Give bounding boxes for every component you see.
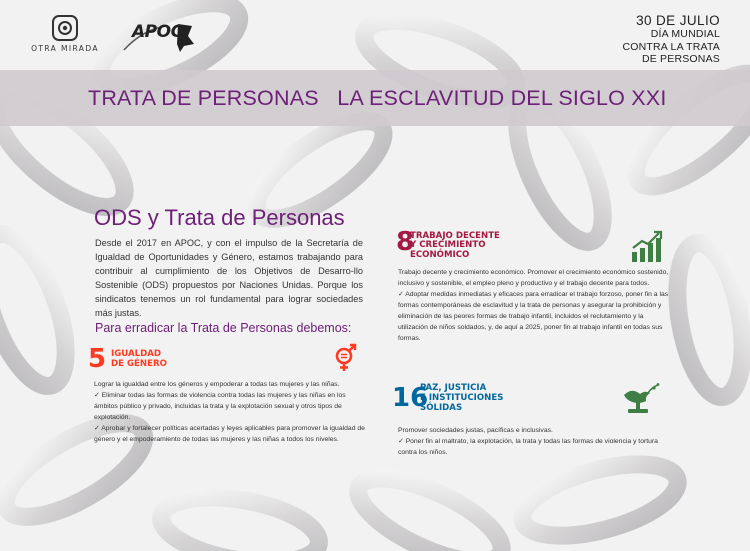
eye-logo-icon (50, 14, 80, 42)
sdg16-number: 16 (392, 383, 429, 413)
gender-equality-icon (332, 343, 358, 373)
sdg16-paragraph-2: ✓ Poner fin al maltrato, la explotación, la trata y todas las formas de violencia y tortura contra los niños. (398, 438, 658, 456)
apoc-logo (122, 20, 202, 54)
event-line-3: DE PERSONAS (641, 53, 720, 65)
page-title: TRATA DE PERSONAS LA ESCLAVITUD DEL SIGLO XXI (88, 86, 667, 110)
sdg5-paragraph-2: ✓ Eliminar todas las formas de violencia contra todas las mujeres y las niñas en los ámbitos público y privado, incluidas la trata y la explotación sexual y otros tipos de explotación. (94, 392, 346, 421)
intro-text: Desde el 2017 en APOC, y con el impulso de la Secretaría de Igualdad de Oportunidades y Género, estamos trabajando para contribuir al cumplimiento de los Objetivos de Desarro-llo Sostenible (ODS) propuestos por Naciones Unidas. Porque los sindicatos tenemos un rol fundamental para lograr sociedades más justas. (95, 238, 363, 318)
sdg8-number: 8 (396, 227, 415, 257)
intro-paragraph (95, 236, 363, 320)
event-line-1: DÍA MUNDIAL (650, 28, 720, 40)
event-line-2: CONTRA LA TRATA (622, 40, 720, 53)
sdg8-paragraph-2: ✓ Adoptar medidas inmediatas y eficaces para erradicar el trabajo forzoso, poner fin a las formas contemporáneas de esclavitud y la trata de personas y asegurar la prohibición y eliminación de las peores formas de trabajo infantil, incluidos el reclutamiento y la utilización de niños soldados, y, de aquí a 2025, poner fin al trabajo infantil en todas sus formas. (398, 291, 669, 342)
sdg16-label-line-3: SÓLIDAS (420, 402, 463, 413)
logo-left-text: OTRA MIRADA (31, 44, 99, 53)
otra-mirada-logo (20, 12, 110, 57)
sdg16-text (398, 425, 676, 458)
sdg5-label-line-2: DE GÉNERO (111, 359, 167, 369)
sdg8-label-line-3: ECONÓMICO (410, 249, 470, 260)
sdg16-paragraph-1: Promover sociedades justas, pacíficas e inclusivas. (398, 427, 553, 434)
sdg16-label-line-2: E INSTITUCIONES (420, 392, 504, 403)
sdg5-number: 5 (88, 344, 107, 374)
section-subheading: Para erradicar la Trata de Personas debemos: (95, 321, 352, 335)
sdg8-text (398, 267, 670, 344)
sdg5-label (111, 349, 167, 369)
sdg5-text (94, 379, 366, 445)
sdg8-label-line-1: TRABAJO DECENTE (410, 231, 500, 241)
date-block (622, 13, 720, 66)
sdg16-label (420, 384, 503, 413)
sdg5-paragraph-1: Lograr la igualdad entre los géneros y empoderar a todas las mujeres y las niñas. (94, 381, 340, 388)
ods-heading: ODS y Trata de Personas (94, 205, 345, 230)
sdg8-label-line-2: Y CRECIMIENTO (410, 240, 486, 251)
sdg5-label-line-1: IGUALDAD (111, 349, 162, 359)
sdg8-label (410, 232, 500, 260)
growth-chart-icon (631, 230, 664, 263)
sdg5-paragraph-3: ✓ Aprobar y fortalecer políticas acertadas y leyes aplicables para promover la igualdad de género y el empoderamiento de todas las mujeres y las niñas a todos los niveles. (94, 425, 365, 443)
sdg16-label-line-1: PAZ, JUSTICIA (420, 383, 487, 393)
dove-gavel-icon (618, 381, 662, 415)
sdg8-paragraph-1: Trabajo decente y crecimiento económico. Promover el crecimiento económico sostenido, inclusivo y sostenible, el empleo pleno y productivo y el trabajo decente para todos. (398, 269, 669, 287)
event-date: 30 DE JULIO (636, 13, 720, 28)
logo-right-text: APOC (132, 22, 183, 42)
